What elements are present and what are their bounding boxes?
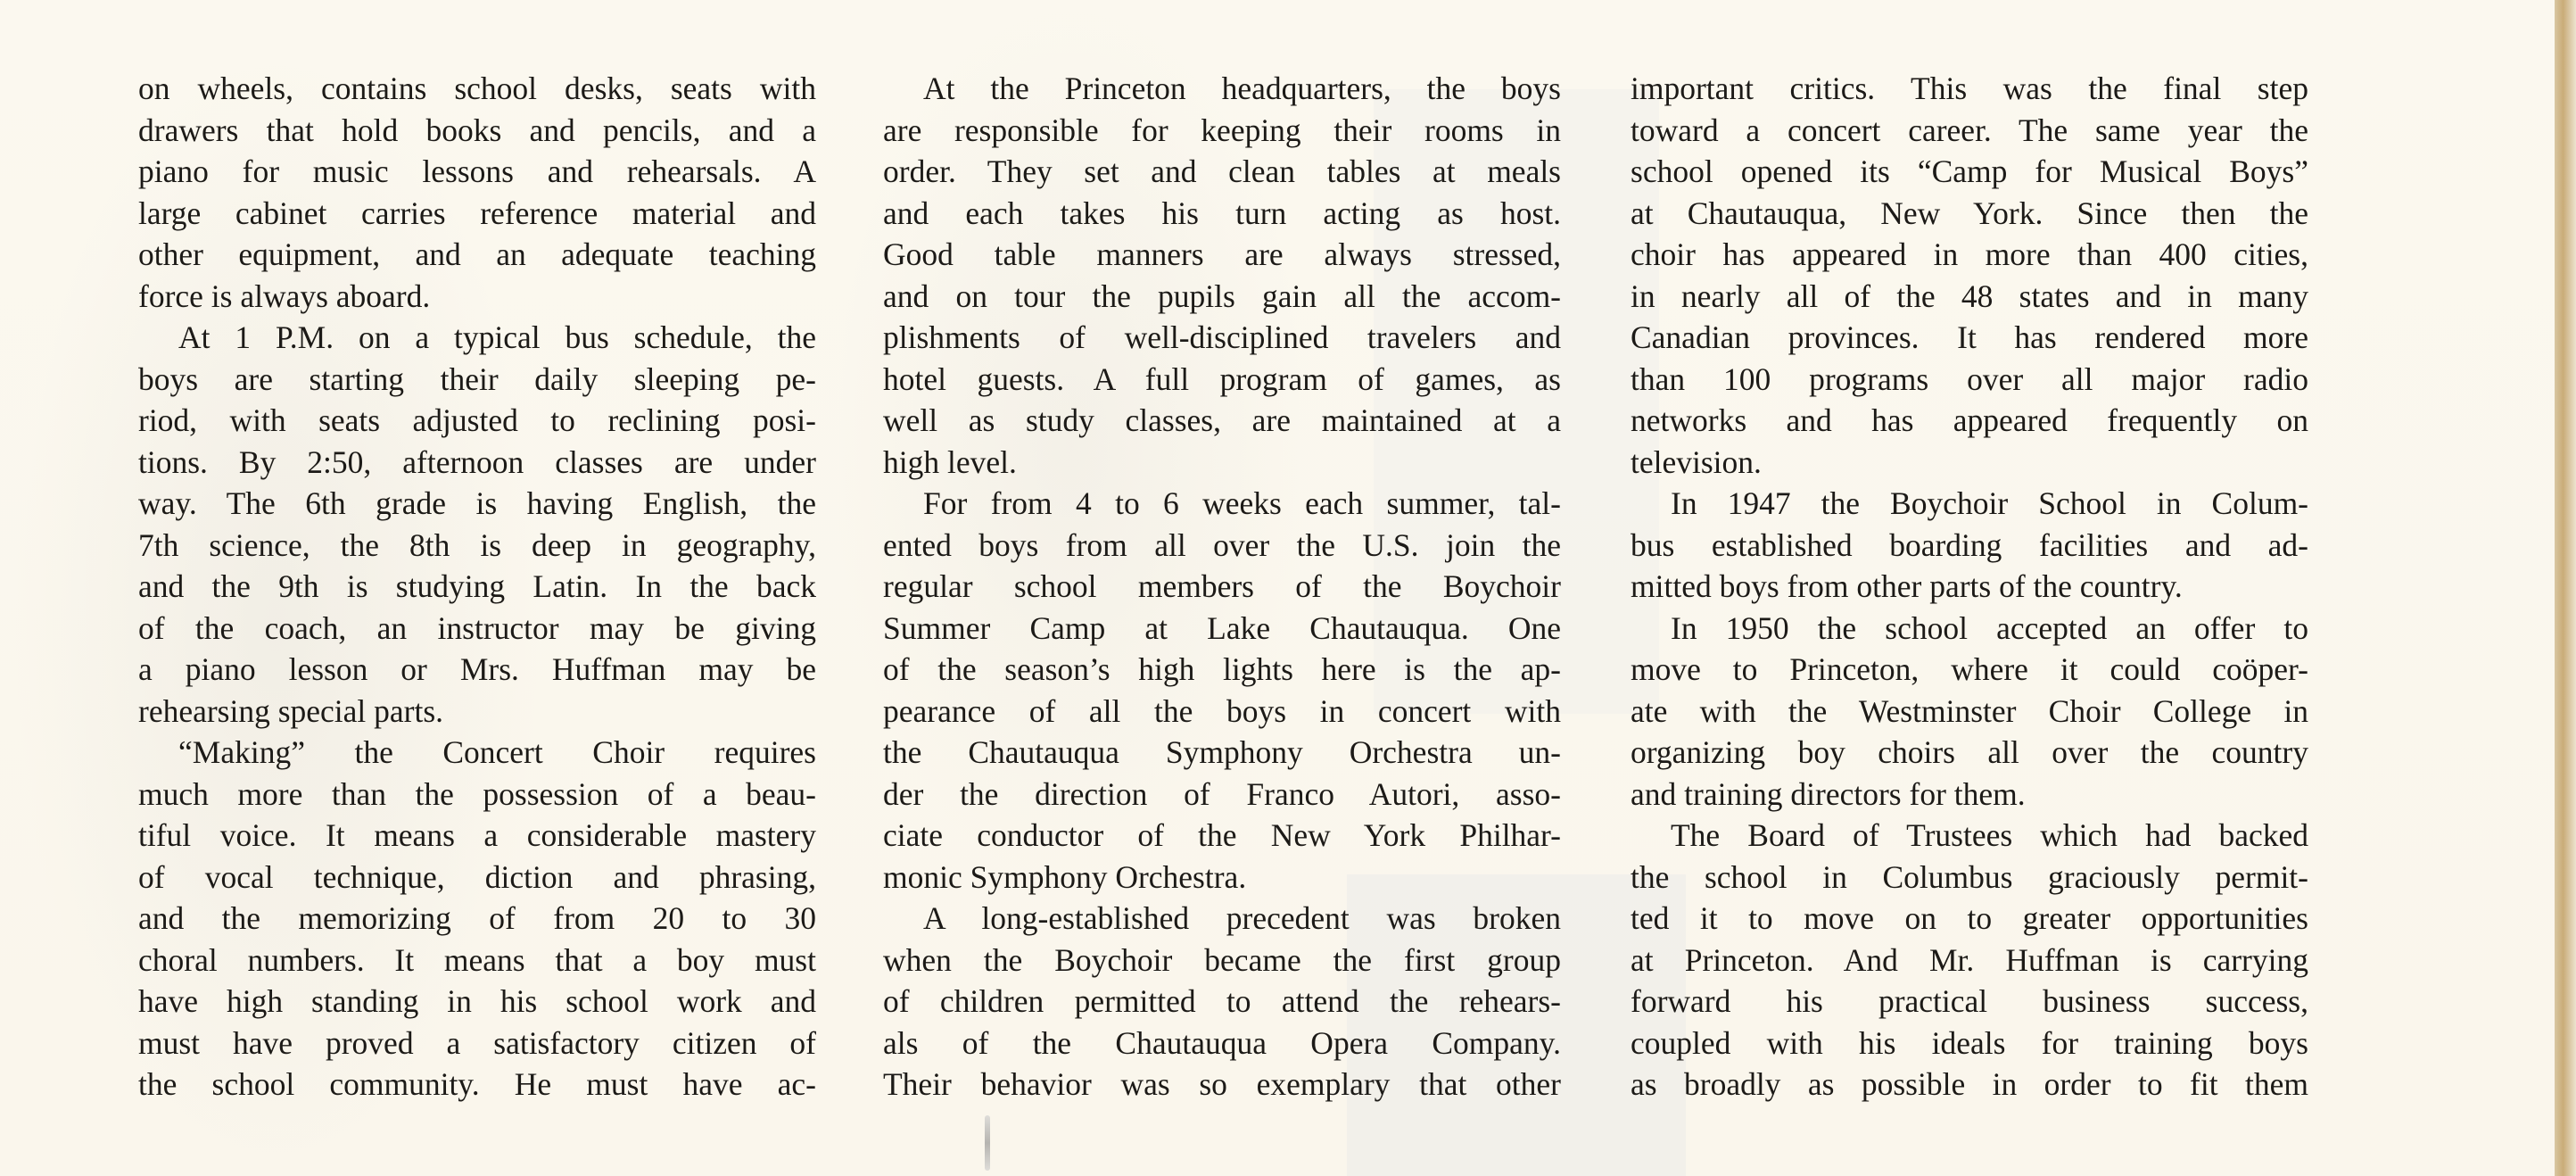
text-line: must have proved a satisfactory citizen of <box>138 1024 816 1061</box>
text-line: monic Symphony Orchestra. <box>883 858 1247 895</box>
text-line: plishments of well-disciplined travelers and <box>883 319 1561 355</box>
text-line: A long-established precedent was broken <box>923 900 1561 936</box>
text-line: other equipment, and an adequate teaching <box>138 236 816 272</box>
text-line: mitted boys from other parts of the country. <box>1631 568 2183 604</box>
text-line: than 100 programs over all major radio <box>1631 360 2308 397</box>
text-line: Canadian provinces. It has rendered more <box>1631 319 2308 355</box>
text-line: in nearly all of the 48 states and in many <box>1631 277 2308 314</box>
text-line: rehearsing special parts. <box>138 692 444 729</box>
text-line: and each takes his turn acting as host. <box>883 195 1561 231</box>
text-line: organizing boy choirs all over the country <box>1631 734 2308 770</box>
text-line: on wheels, contains school desks, seats with <box>138 70 816 106</box>
text-line: the school community. He must have ac- <box>138 1066 816 1102</box>
text-line: of vocal technique, diction and phrasing, <box>138 858 816 895</box>
text-line: of the coach, an instructor may be giving <box>138 609 816 646</box>
text-line: and the memorizing of from 20 to 30 <box>138 900 816 936</box>
text-line: ate with the Westminster Choir College in <box>1631 692 2308 729</box>
page-edge <box>2555 0 2576 1176</box>
text-line: are responsible for keeping their rooms in <box>883 112 1561 148</box>
text-line: when the Boychoir became the first group <box>883 941 1561 978</box>
text-line: the school in Columbus graciously permit- <box>1631 858 2308 895</box>
text-line: ented boys from all over the U.S. join the <box>883 526 1561 563</box>
text-line: the Chautauqua Symphony Orchestra un- <box>883 734 1561 770</box>
text-line: way. The 6th grade is having English, the <box>138 485 816 521</box>
text-column-2 <box>883 68 1561 1106</box>
text-line: der the direction of Franco Autori, asso- <box>883 775 1561 812</box>
text-line: large cabinet carries reference material and <box>138 195 816 231</box>
text-line: “Making” the Concert Choir requires <box>178 734 816 770</box>
text-line: For from 4 to 6 weeks each summer, tal- <box>923 485 1561 521</box>
text-line: At 1 P.M. on a typical bus schedule, the <box>178 319 816 355</box>
text-column-1 <box>138 68 816 1106</box>
text-line: high level. <box>883 443 1017 480</box>
text-line: 7th science, the 8th is deep in geography, <box>138 526 816 563</box>
text-line: pearance of all the boys in concert with <box>883 692 1561 729</box>
text-line: networks and has appeared frequently on <box>1631 402 2308 438</box>
text-line: piano for music lessons and rehearsals. A <box>138 153 816 189</box>
text-line: coupled with his ideals for training boys <box>1631 1024 2308 1061</box>
page-crease <box>985 1115 990 1171</box>
text-line: well as study classes, are maintained at a <box>883 402 1561 438</box>
text-line: als of the Chautauqua Opera Company. <box>883 1024 1561 1061</box>
text-line: boys are starting their daily sleeping pe- <box>138 360 816 397</box>
text-line: force is always aboard. <box>138 277 431 314</box>
text-line: and the 9th is studying Latin. In the back <box>138 568 816 604</box>
text-line: forward his practical business success, <box>1631 983 2308 1019</box>
text-line: bus established boarding facilities and ad- <box>1631 526 2308 563</box>
text-line: important critics. This was the final step <box>1631 70 2308 106</box>
text-line: hotel guests. A full program of games, as <box>883 360 1561 397</box>
text-line: and on tour the pupils gain all the accom- <box>883 277 1561 314</box>
text-line: tions. By 2:50, afternoon classes are under <box>138 443 816 480</box>
text-line: In 1950 the school accepted an offer to <box>1671 609 2308 646</box>
text-line: order. They set and clean tables at meals <box>883 153 1561 189</box>
text-line: tiful voice. It means a considerable mastery <box>138 817 816 853</box>
text-line: Summer Camp at Lake Chautauqua. One <box>883 609 1561 646</box>
text-line: as broadly as possible in order to fit them <box>1631 1066 2308 1102</box>
text-line: choir has appeared in more than 400 cities, <box>1631 236 2308 272</box>
text-column-3 <box>1631 68 2308 1106</box>
text-line: school opened its “Camp for Musical Boys” <box>1631 153 2308 189</box>
text-line: have high standing in his school work and <box>138 983 816 1019</box>
text-line: In 1947 the Boychoir School in Colum- <box>1671 485 2308 521</box>
text-line: riod, with seats adjusted to reclining posi- <box>138 402 816 438</box>
text-line: at Princeton. And Mr. Huffman is carrying <box>1631 941 2308 978</box>
text-line: much more than the possession of a beau- <box>138 775 816 812</box>
text-line: Good table manners are always stressed, <box>883 236 1561 272</box>
text-line: drawers that hold books and pencils, and a <box>138 112 816 148</box>
text-line: and training directors for them. <box>1631 775 2026 812</box>
text-line: The Board of Trustees which had backed <box>1671 817 2308 853</box>
text-line: ciate conductor of the New York Philhar- <box>883 817 1561 853</box>
text-line: ted it to move on to greater opportunities <box>1631 900 2308 936</box>
text-line: television. <box>1631 443 1762 480</box>
text-line: toward a concert career. The same year the <box>1631 112 2308 148</box>
text-line: choral numbers. It means that a boy must <box>138 941 816 978</box>
text-line: At the Princeton headquarters, the boys <box>923 70 1561 106</box>
text-line: Their behavior was so exemplary that other <box>883 1066 1561 1102</box>
text-line: of the season’s high lights here is the ap- <box>883 651 1561 687</box>
text-line: a piano lesson or Mrs. Huffman may be <box>138 651 816 687</box>
text-line: at Chautauqua, New York. Since then the <box>1631 195 2308 231</box>
text-line: move to Princeton, where it could coöper- <box>1631 651 2308 687</box>
text-line: regular school members of the Boychoir <box>883 568 1561 604</box>
text-line: of children permitted to attend the rehears- <box>883 983 1561 1019</box>
